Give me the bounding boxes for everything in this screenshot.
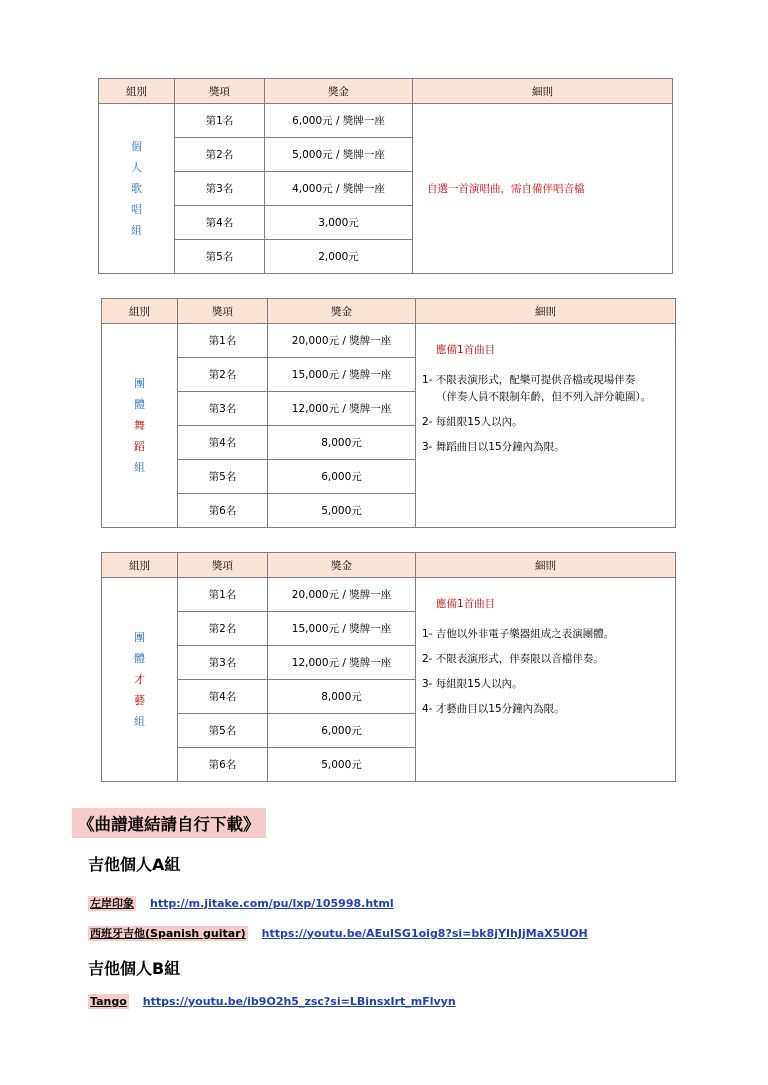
rules-cell: [416, 578, 676, 782]
prize-cell: 5,000元: [268, 748, 416, 782]
rule-line: 2- 每組限15人以內。: [422, 416, 523, 428]
rank-cell: 第2名: [175, 138, 265, 172]
rank-cell: 第6名: [178, 494, 268, 528]
header-prize: 獎金: [268, 299, 416, 324]
group-char: 體: [134, 398, 145, 411]
group-name-cell: [102, 324, 178, 528]
header-item: 獎項: [178, 299, 268, 324]
header-rules: 細則: [413, 79, 673, 104]
group-char: 組: [131, 224, 142, 237]
rank-cell: 第2名: [178, 358, 268, 392]
header-group: 組別: [102, 553, 178, 578]
rules-cell: [416, 324, 676, 528]
prize-cell: 20,000元 / 獎牌一座: [268, 578, 416, 612]
header-group: 組別: [99, 79, 175, 104]
prize-cell: 6,000元: [268, 460, 416, 494]
prize-cell: 15,000元 / 獎牌一座: [268, 358, 416, 392]
rank-cell: 第5名: [175, 240, 265, 274]
rule-line: 2- 不限表演形式，伴奏限以音檔伴奏。: [422, 653, 604, 665]
header-item: 獎項: [178, 553, 268, 578]
prize-cell: 6,000元: [268, 714, 416, 748]
rank-cell: 第1名: [178, 324, 268, 358]
group-char: 體: [134, 652, 145, 665]
group-a-title: 吉他個人A組: [88, 855, 181, 874]
group-char: 團: [134, 377, 145, 390]
score-name-tag: 西班牙吉他(Spanish guitar): [90, 927, 246, 940]
score-link-row: [88, 895, 394, 911]
group-char: 舞: [134, 419, 145, 432]
rule-text: 自選一首演唱曲，需自備伴唱音檔: [427, 183, 585, 195]
rule-line: 3- 舞蹈曲目以15分鐘內為限。: [422, 441, 565, 453]
dance-prize-table: [101, 298, 676, 528]
prize-cell: 8,000元: [268, 680, 416, 714]
rank-cell: 第6名: [178, 748, 268, 782]
group-char: 唱: [131, 203, 142, 216]
rank-cell: 第5名: [178, 714, 268, 748]
group-char: 人: [131, 161, 142, 174]
rule-line: 1- 吉他以外非電子樂器組成之表演團體。: [422, 628, 615, 640]
rank-cell: 第3名: [175, 172, 265, 206]
header-rules: 細則: [416, 553, 676, 578]
rules-heading: 應備1首曲目: [436, 344, 496, 356]
prize-cell: 12,000元 / 獎牌一座: [268, 392, 416, 426]
group-char: 才: [134, 673, 145, 686]
header-item: 獎項: [175, 79, 265, 104]
prize-cell: 5,000元: [268, 494, 416, 528]
rank-cell: 第2名: [178, 612, 268, 646]
rank-cell: 第4名: [178, 426, 268, 460]
header-prize: 獎金: [268, 553, 416, 578]
rule-line: 1- 不限表演形式，配樂可提供音檔或現場伴奏: [422, 374, 636, 386]
rules-cell: [413, 104, 673, 274]
score-url-link[interactable]: https://youtu.be/AEuISG1oig8?si=bk8jYIhJjMaX5UOH: [261, 927, 588, 940]
header-prize: 獎金: [265, 79, 413, 104]
group-name-cell: [99, 104, 175, 274]
rules-heading: 應備1首曲目: [436, 598, 496, 610]
score-link-row: [88, 995, 456, 1008]
prize-cell: 4,000元 / 獎牌一座: [265, 172, 413, 206]
prize-cell: 3,000元: [265, 206, 413, 240]
singing-prize-table: [98, 78, 673, 274]
rule-line: 3- 每組限15人以內。: [422, 678, 523, 690]
group-char: 蹈: [134, 440, 145, 453]
prize-cell: 8,000元: [268, 426, 416, 460]
downloads-title: 《曲譜連結請自行下載》: [72, 808, 266, 838]
score-url-link[interactable]: http://m.jitake.com/pu/lxp/105998.html: [150, 897, 394, 910]
prize-cell: 20,000元 / 獎牌一座: [268, 324, 416, 358]
prize-cell: 2,000元: [265, 240, 413, 274]
group-b-title: 吉他個人B組: [88, 959, 181, 978]
score-name-tag: 左岸印象: [90, 897, 134, 910]
talent-prize-table: [101, 552, 676, 782]
rank-cell: 第5名: [178, 460, 268, 494]
score-link-row: [88, 925, 588, 941]
rank-cell: 第4名: [175, 206, 265, 240]
prize-cell: 15,000元 / 獎牌一座: [268, 612, 416, 646]
rank-cell: 第3名: [178, 392, 268, 426]
header-rules: 細則: [416, 299, 676, 324]
rank-cell: 第4名: [178, 680, 268, 714]
prize-cell: 12,000元 / 獎牌一座: [268, 646, 416, 680]
group-name-cell: [102, 578, 178, 782]
group-char: 組: [134, 715, 145, 728]
group-char: 歌: [131, 182, 142, 195]
score-url-link[interactable]: https://youtu.be/ib9O2h5_zsc?si=LBinsxIrt_mFlvyn: [142, 995, 456, 1008]
group-char: 個: [131, 140, 142, 153]
rank-cell: 第1名: [175, 104, 265, 138]
rank-cell: 第3名: [178, 646, 268, 680]
header-group: 組別: [102, 299, 178, 324]
group-char: 藝: [134, 694, 145, 707]
group-char: 團: [134, 631, 145, 644]
rank-cell: 第1名: [178, 578, 268, 612]
score-name-tag: Tango: [90, 995, 127, 1008]
rule-line: 4- 才藝曲目以15分鐘內為限。: [422, 703, 565, 715]
prize-cell: 5,000元 / 獎牌一座: [265, 138, 413, 172]
group-char: 組: [134, 461, 145, 474]
rule-line: （伴奏人員不限制年齡，但不列入評分範圍）。: [436, 391, 652, 403]
prize-cell: 6,000元 / 獎牌一座: [265, 104, 413, 138]
